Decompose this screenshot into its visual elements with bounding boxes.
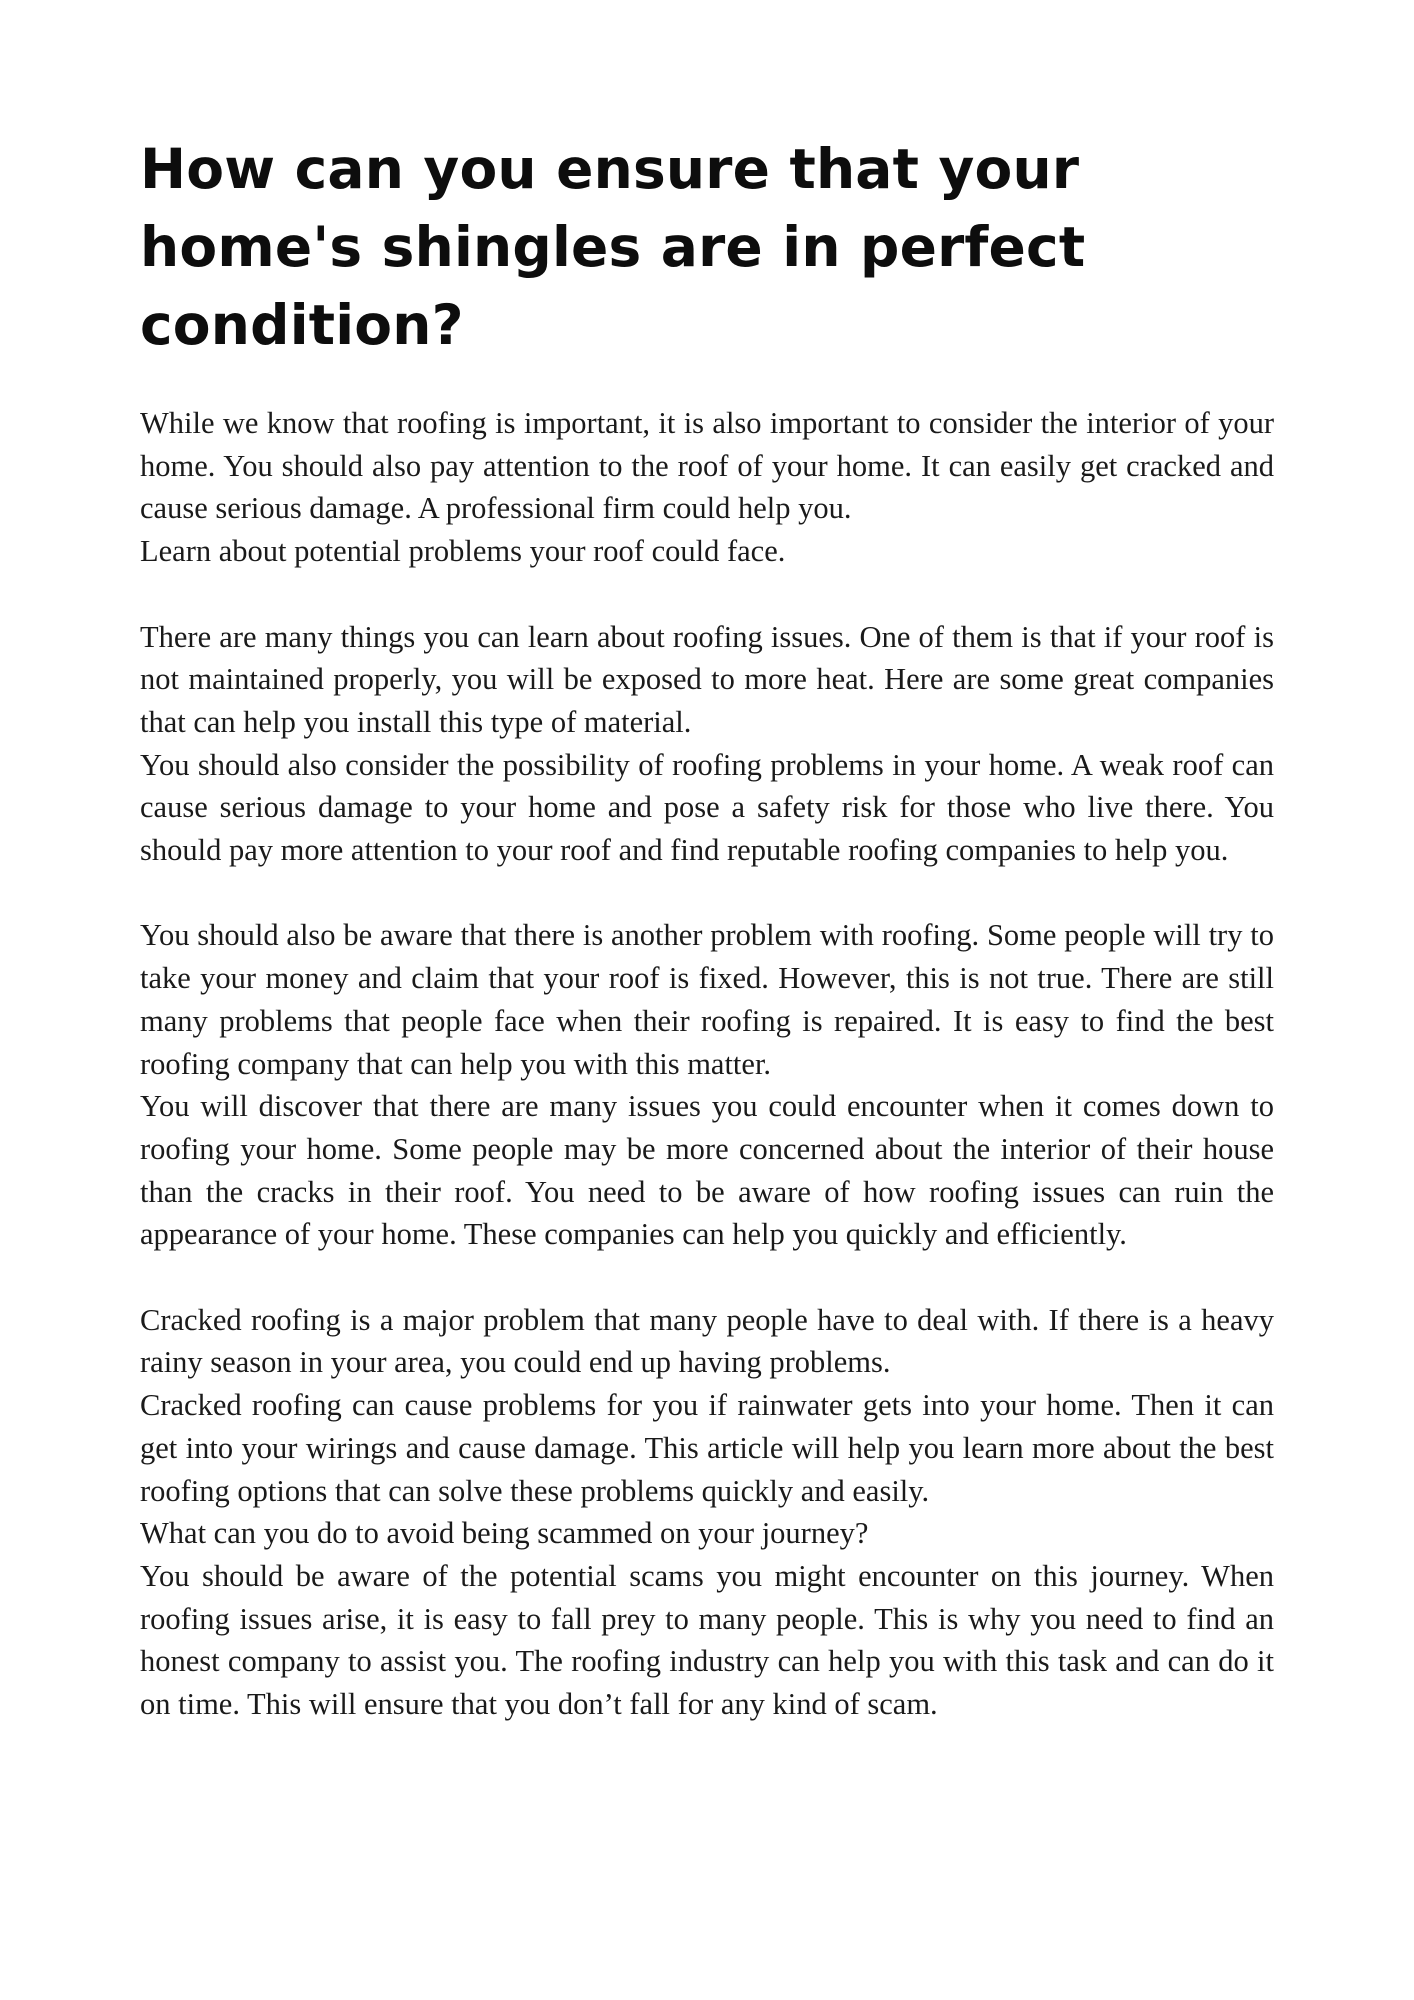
paragraph-8: Cracked roofing can cause problems for you if rainwater gets into your home. Then it can get into your wirings and cause damage. This article will help you learn more about the best roofing options that can solve these problems quickly and easily. xyxy=(140,1388,1274,1508)
paragraph-10: You should be aware of the potential scams you might encounter on this journey. When roofing issues arise, it is easy to fall prey to many people. This is why you need to find an honest company to assist you. The roofing industry can help you with this task and can do it on time. This will ensure that you don’t fall for any kind of scam. xyxy=(140,1558,1274,1722)
paragraph-gap xyxy=(140,573,1274,616)
paragraph-4: You should also consider the possibility of roofing problems in your home. A weak roof can cause serious damage to your home and pose a safety risk for those who live there. You should pay more attention to your roof and find reputable roofing companies to help you. xyxy=(140,747,1274,868)
document-page xyxy=(140,130,1274,1726)
document-title: How can you ensure that your home's shingles are in perfect condition? xyxy=(140,137,1086,357)
paragraph-1: While we know that roofing is important, it is also important to consider the interior of your home. You should also pay attention to the roof of your home. It can easily get cracked and cause serious damage. A professional firm could help you. xyxy=(140,406,1274,526)
paragraph-9: What can you do to avoid being scammed on your journey? xyxy=(140,1516,869,1551)
paragraph-gap xyxy=(140,1256,1274,1299)
paragraph-3: There are many things you can learn about roofing issues. One of them is that if your roof is not maintained properly, you will be exposed to more heat. Here are some great companies that can help you install this type of material. xyxy=(140,619,1274,739)
paragraph-5: You should also be aware that there is another problem with roofing. Some people will try to take your money and claim that your roof is fixed. However, this is not true. There are still many problems that people face when their roofing is repaired. It is easy to find the best roofing company that can help you with this matter. xyxy=(140,918,1274,1081)
paragraph-7: Cracked roofing is a major problem that many people have to deal with. If there is a heavy rainy season in your area, you could end up having problems. xyxy=(140,1302,1274,1380)
paragraph-6: You will discover that there are many issues you could encounter when it comes down to roofing your home. Some people may be more concerned about the interior of their house than the cracks in their roof. You need to be aware of how roofing issues can ruin the appearance of your home. These companies can help you quickly and efficiently. xyxy=(140,1089,1274,1252)
paragraph-2: Learn about potential problems your roof could face. xyxy=(140,534,786,569)
paragraph-gap xyxy=(140,872,1274,915)
